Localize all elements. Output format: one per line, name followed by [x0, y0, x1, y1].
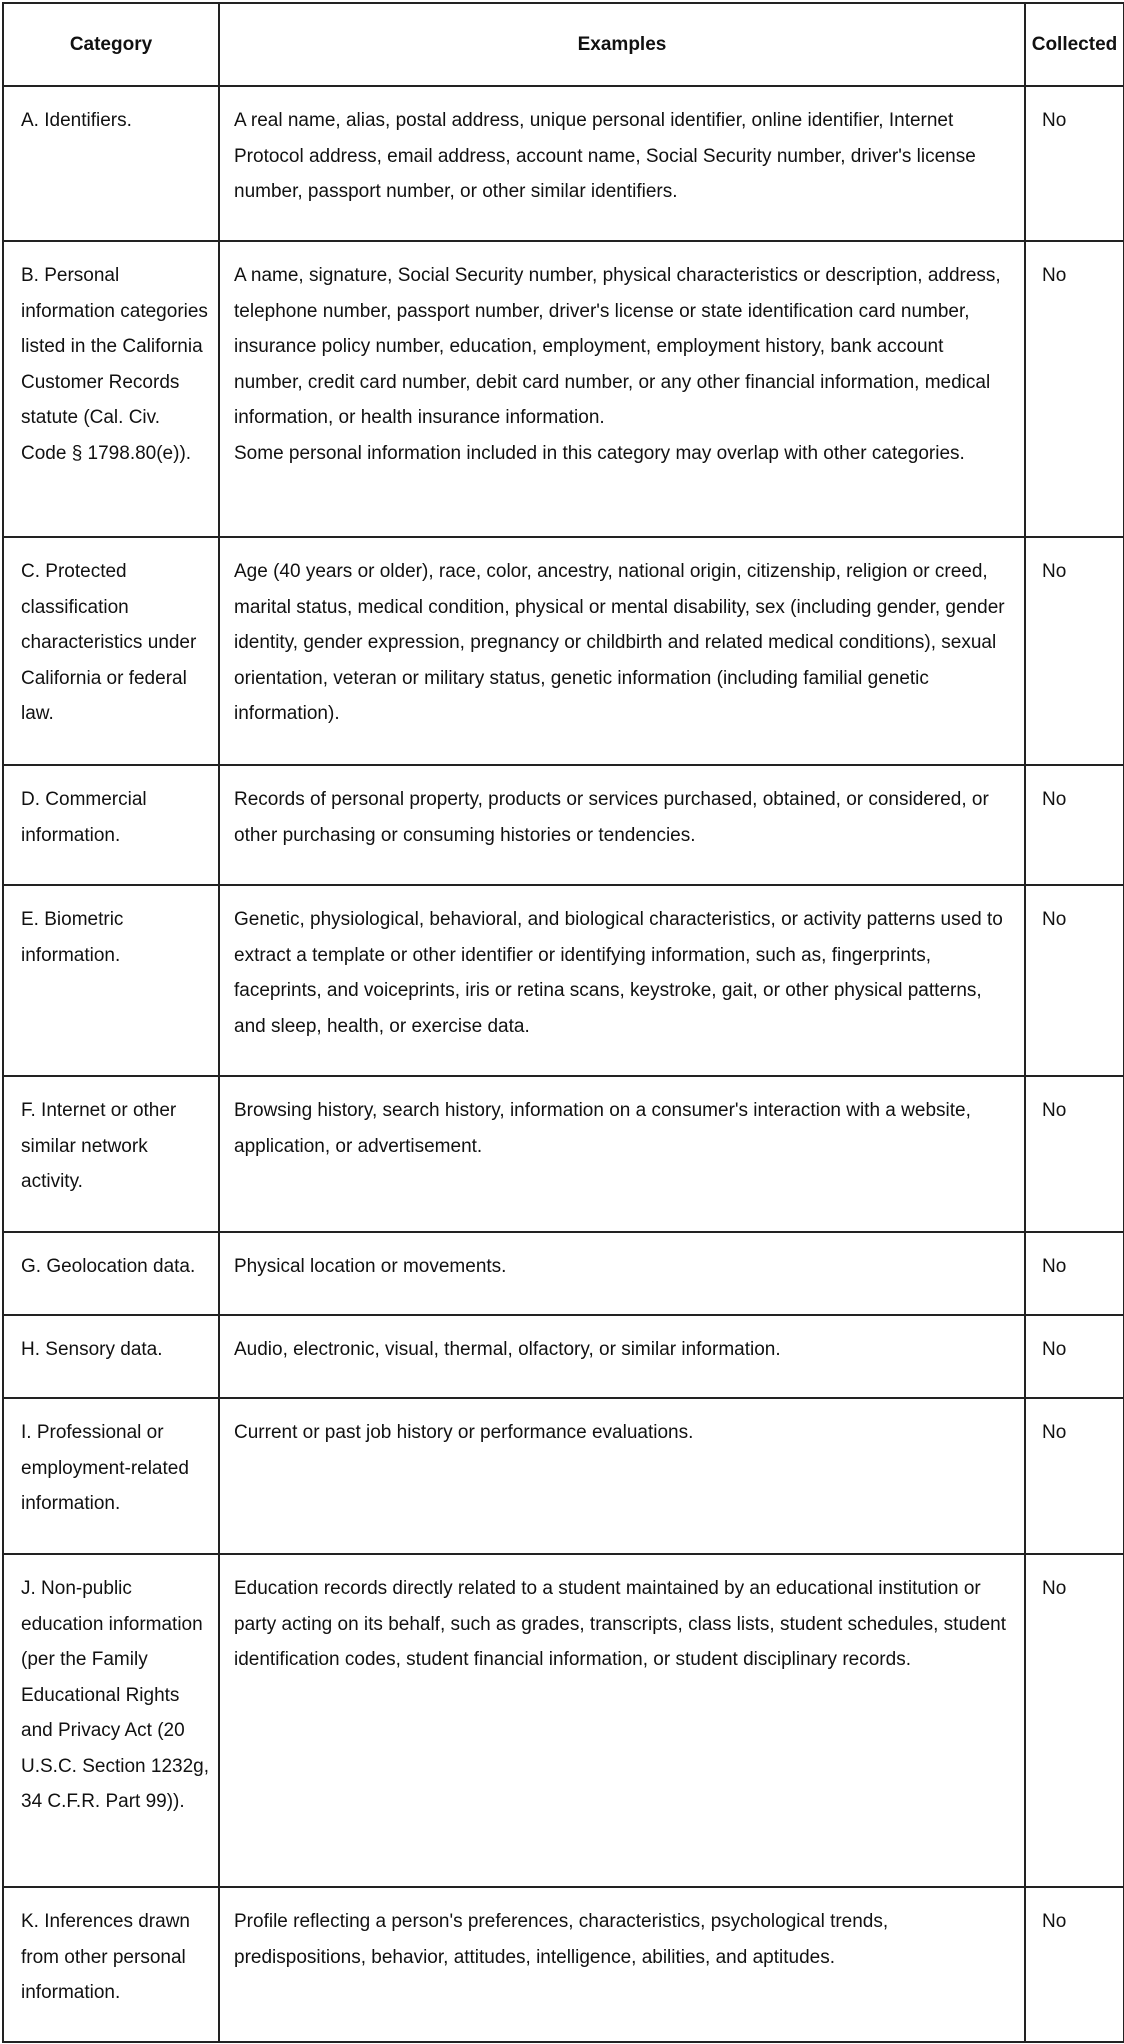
- collected-cell: No: [1025, 86, 1124, 241]
- examples-paragraph: Some personal information included in this category may overlap with other categories.: [234, 442, 965, 464]
- table-row: [3, 86, 1124, 241]
- examples-paragraph: Education records directly related to a student maintained by an educational institution or party acting on its behalf, such as grades, transcripts, class lists, student schedules, student identification codes, student financial information, or student disciplinary records.: [234, 1578, 1007, 1670]
- table-row: [3, 241, 1124, 537]
- table-row: [3, 1398, 1124, 1554]
- collected-cell: No: [1025, 537, 1124, 765]
- collected-cell: No: [1025, 241, 1124, 537]
- examples-cell: [219, 86, 1025, 241]
- examples-cell: [219, 885, 1025, 1076]
- category-cell: B. Personal information categories listed in the California Customer Records statute (Cal. Civ. Code § 1798.80(e)).: [3, 241, 219, 537]
- category-cell: D. Commercial information.: [3, 765, 219, 885]
- category-cell: J. Non-public education information (per the Family Educational Rights and Privacy Act (20 U.S.C. Section 1232g, 34 C.F.R. Part 99)).: [3, 1554, 219, 1887]
- category-cell: H. Sensory data.: [3, 1315, 219, 1398]
- category-column-header: Category: [3, 3, 219, 86]
- category-cell: F. Internet or other similar network activity.: [3, 1076, 219, 1232]
- examples-cell: [219, 1887, 1025, 2042]
- table-row: [3, 1315, 1124, 1398]
- personal-information-categories-table: [2, 2, 1124, 2043]
- examples-paragraph: Audio, electronic, visual, thermal, olfactory, or similar information.: [234, 1339, 781, 1360]
- collected-cell: No: [1025, 1398, 1124, 1554]
- examples-paragraph: Genetic, physiological, behavioral, and biological characteristics, or activity patterns used to extract a template or other identifier or identifying information, such as, fingerprints, faceprints, and voiceprints, iris or retina scans, keystroke, gait, or other physical patterns, and sleep, health, or exercise data.: [234, 909, 1003, 1037]
- table-row: [3, 1232, 1124, 1315]
- table-row: [3, 765, 1124, 885]
- table-header-row: [3, 3, 1124, 86]
- examples-paragraph: A name, signature, Social Security number, physical characteristics or description, address, telephone number, passport number, driver's license or state identification card number, insurance policy number, education, employment, employment history, bank account number, credit card number, debit card number, or any other financial information, medical information, or health insurance information.: [234, 265, 1001, 428]
- table-body: [3, 86, 1124, 2042]
- examples-column-header: Examples: [219, 3, 1025, 86]
- examples-cell: [219, 537, 1025, 765]
- examples-cell: [219, 1554, 1025, 1887]
- category-cell: G. Geolocation data.: [3, 1232, 219, 1315]
- examples-paragraph: Profile reflecting a person's preferences, characteristics, psychological trends, predispositions, behavior, attitudes, intelligence, abilities, and aptitudes.: [234, 1911, 889, 1968]
- examples-paragraph: Age (40 years or older), race, color, ancestry, national origin, citizenship, religion or creed, marital status, medical condition, physical or mental disability, sex (including gender, gender identity, gender expression, pregnancy or childbirth and related medical conditions), sexual orientation, veteran or military status, genetic information (including familial genetic information).: [234, 561, 1005, 724]
- collected-column-header: Collected: [1025, 3, 1124, 86]
- examples-paragraph: Current or past job history or performance evaluations.: [234, 1422, 694, 1443]
- category-cell: K. Inferences drawn from other personal information.: [3, 1887, 219, 2042]
- examples-cell: [219, 241, 1025, 537]
- examples-cell: [219, 765, 1025, 885]
- category-cell: I. Professional or employment-related information.: [3, 1398, 219, 1554]
- collected-cell: No: [1025, 765, 1124, 885]
- table-row: [3, 537, 1124, 765]
- table-row: [3, 1554, 1124, 1887]
- examples-paragraph: Browsing history, search history, information on a consumer's interaction with a website, application, or advertisement.: [234, 1100, 971, 1157]
- examples-paragraph: A real name, alias, postal address, unique personal identifier, online identifier, Internet Protocol address, email address, account name, Social Security number, driver's license number, passport number, or other similar identifiers.: [234, 110, 976, 202]
- collected-cell: No: [1025, 1887, 1124, 2042]
- collected-cell: No: [1025, 1554, 1124, 1887]
- collected-cell: No: [1025, 885, 1124, 1076]
- table-row: [3, 1076, 1124, 1232]
- category-cell: C. Protected classification characteristics under California or federal law.: [3, 537, 219, 765]
- collected-cell: No: [1025, 1315, 1124, 1398]
- examples-cell: [219, 1398, 1025, 1554]
- table-row: [3, 885, 1124, 1076]
- collected-cell: No: [1025, 1232, 1124, 1315]
- examples-cell: [219, 1315, 1025, 1398]
- category-cell: A. Identifiers.: [3, 86, 219, 241]
- examples-paragraph: Physical location or movements.: [234, 1256, 507, 1277]
- examples-cell: [219, 1076, 1025, 1232]
- category-cell: E. Biometric information.: [3, 885, 219, 1076]
- collected-cell: No: [1025, 1076, 1124, 1232]
- table-row: [3, 1887, 1124, 2042]
- examples-cell: [219, 1232, 1025, 1315]
- examples-paragraph: Records of personal property, products or services purchased, obtained, or considered, or other purchasing or consuming histories or tendencies.: [234, 789, 989, 846]
